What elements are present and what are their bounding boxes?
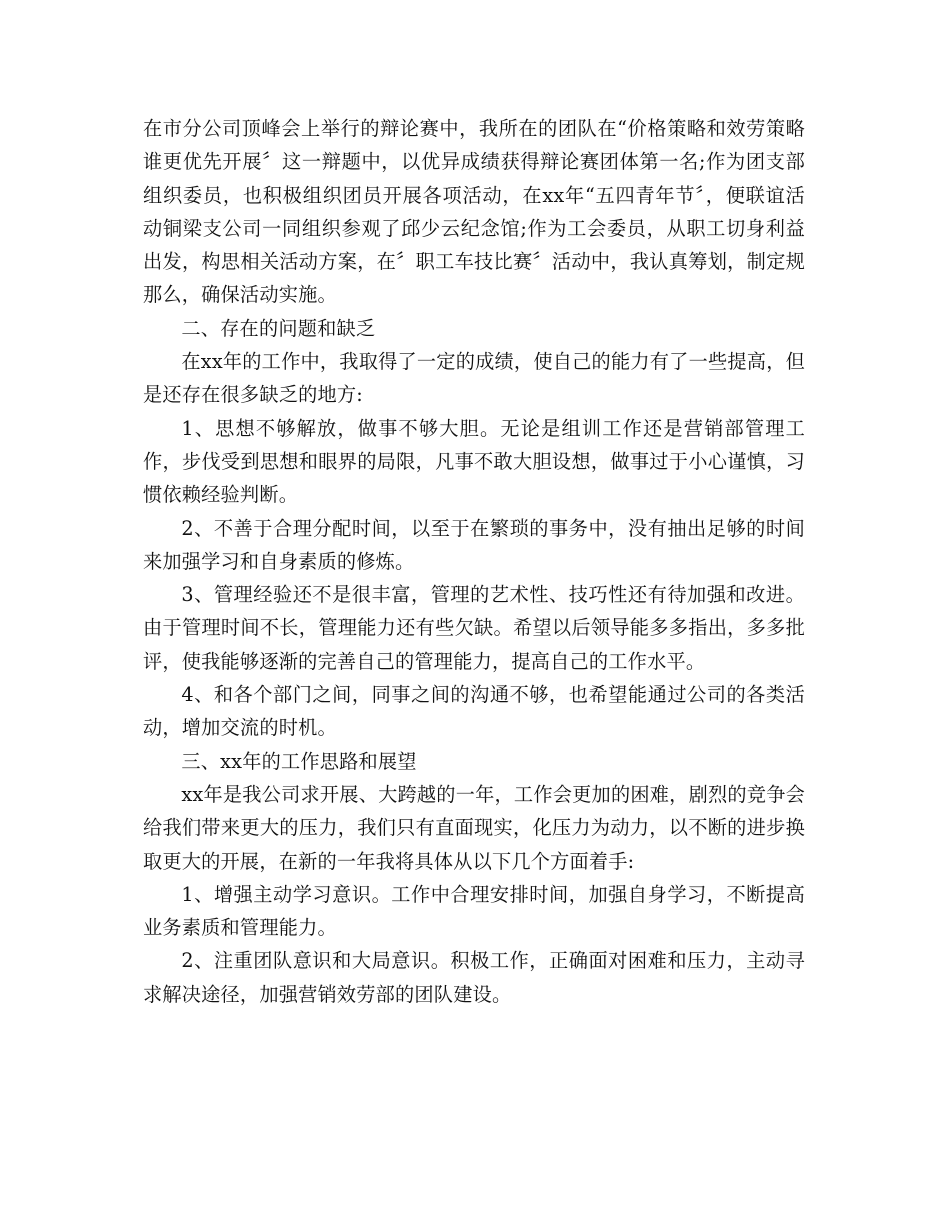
list-item-problem-3: 3、管理经验还不是很丰富，管理的艺术性、技巧性还有待加强和改进。由于管理时间不长，管理能力还有些欠缺。希望以后领导能多多指出，多多批评，使我能够逐渐的完善自己的管理能力，提高自己的工作水平。 — [143, 583, 805, 673]
list-item-problem-1: 1、思想不够解放，做事不够大胆。无论是组训工作还是营销部管理工作，步伐受到思想和眼界的局限，凡事不敢大胆设想，做事过于小心谨慎，习惯依赖经验判断。 — [143, 416, 805, 507]
paragraph-outlook-intro: xx年是我公司求开展、大跨越的一年，工作会更加的困难，剧烈的竞争会给我们带来更大的压力，我们只有直面现实，化压力为动力，以不断的进步换取更大的开展，在新的一年我将具体从以下几个方面着手: — [143, 782, 805, 873]
paragraph-problems-intro: 在xx年的工作中，我取得了一定的成绩，使自己的能力有了一些提高，但是还存在很多缺乏的地方: — [143, 350, 805, 407]
list-item-problem-2: 2、不善于合理分配时间，以至于在繁琐的事务中，没有抽出足够的时间来加强学习和自身素质的修炼。 — [143, 516, 805, 573]
document-body — [143, 112, 805, 1011]
paragraph-continued-activities: 在市分公司顶峰会上举行的辩论赛中，我所在的团队在“价格策略和效劳策略谁更优先开展〞这一辩题中，以优异成绩获得辩论赛团体第一名;作为团支部组织委员，也积极组织团员开展各项活动，在xx年“五四青年节〞，便联谊活动铜梁支公司一同组织参观了邱少云纪念馆;作为工会委员，从职工切身利益出发，构思相关活动方案，在〞职工车技比赛〞活动中，我认真筹划，制定规那么，确保活动实施。 — [143, 117, 805, 307]
section-heading-problems: 二、存在的问题和缺乏 — [181, 316, 376, 340]
list-item-problem-4: 4、和各个部门之间，同事之间的沟通不够，也希望能通过公司的各类活动，增加交流的时机。 — [143, 683, 805, 740]
list-item-plan-1: 1、增强主动学习意识。工作中合理安排时间，加强自身学习，不断提高业务素质和管理能力。 — [143, 882, 805, 940]
section-heading-outlook: 三、xx年的工作思路和展望 — [181, 749, 417, 773]
list-item-plan-2: 2、注重团队意识和大局意识。积极工作，正确面对困难和压力，主动寻求解决途径，加强营销效劳部的团队建设。 — [143, 949, 805, 1006]
